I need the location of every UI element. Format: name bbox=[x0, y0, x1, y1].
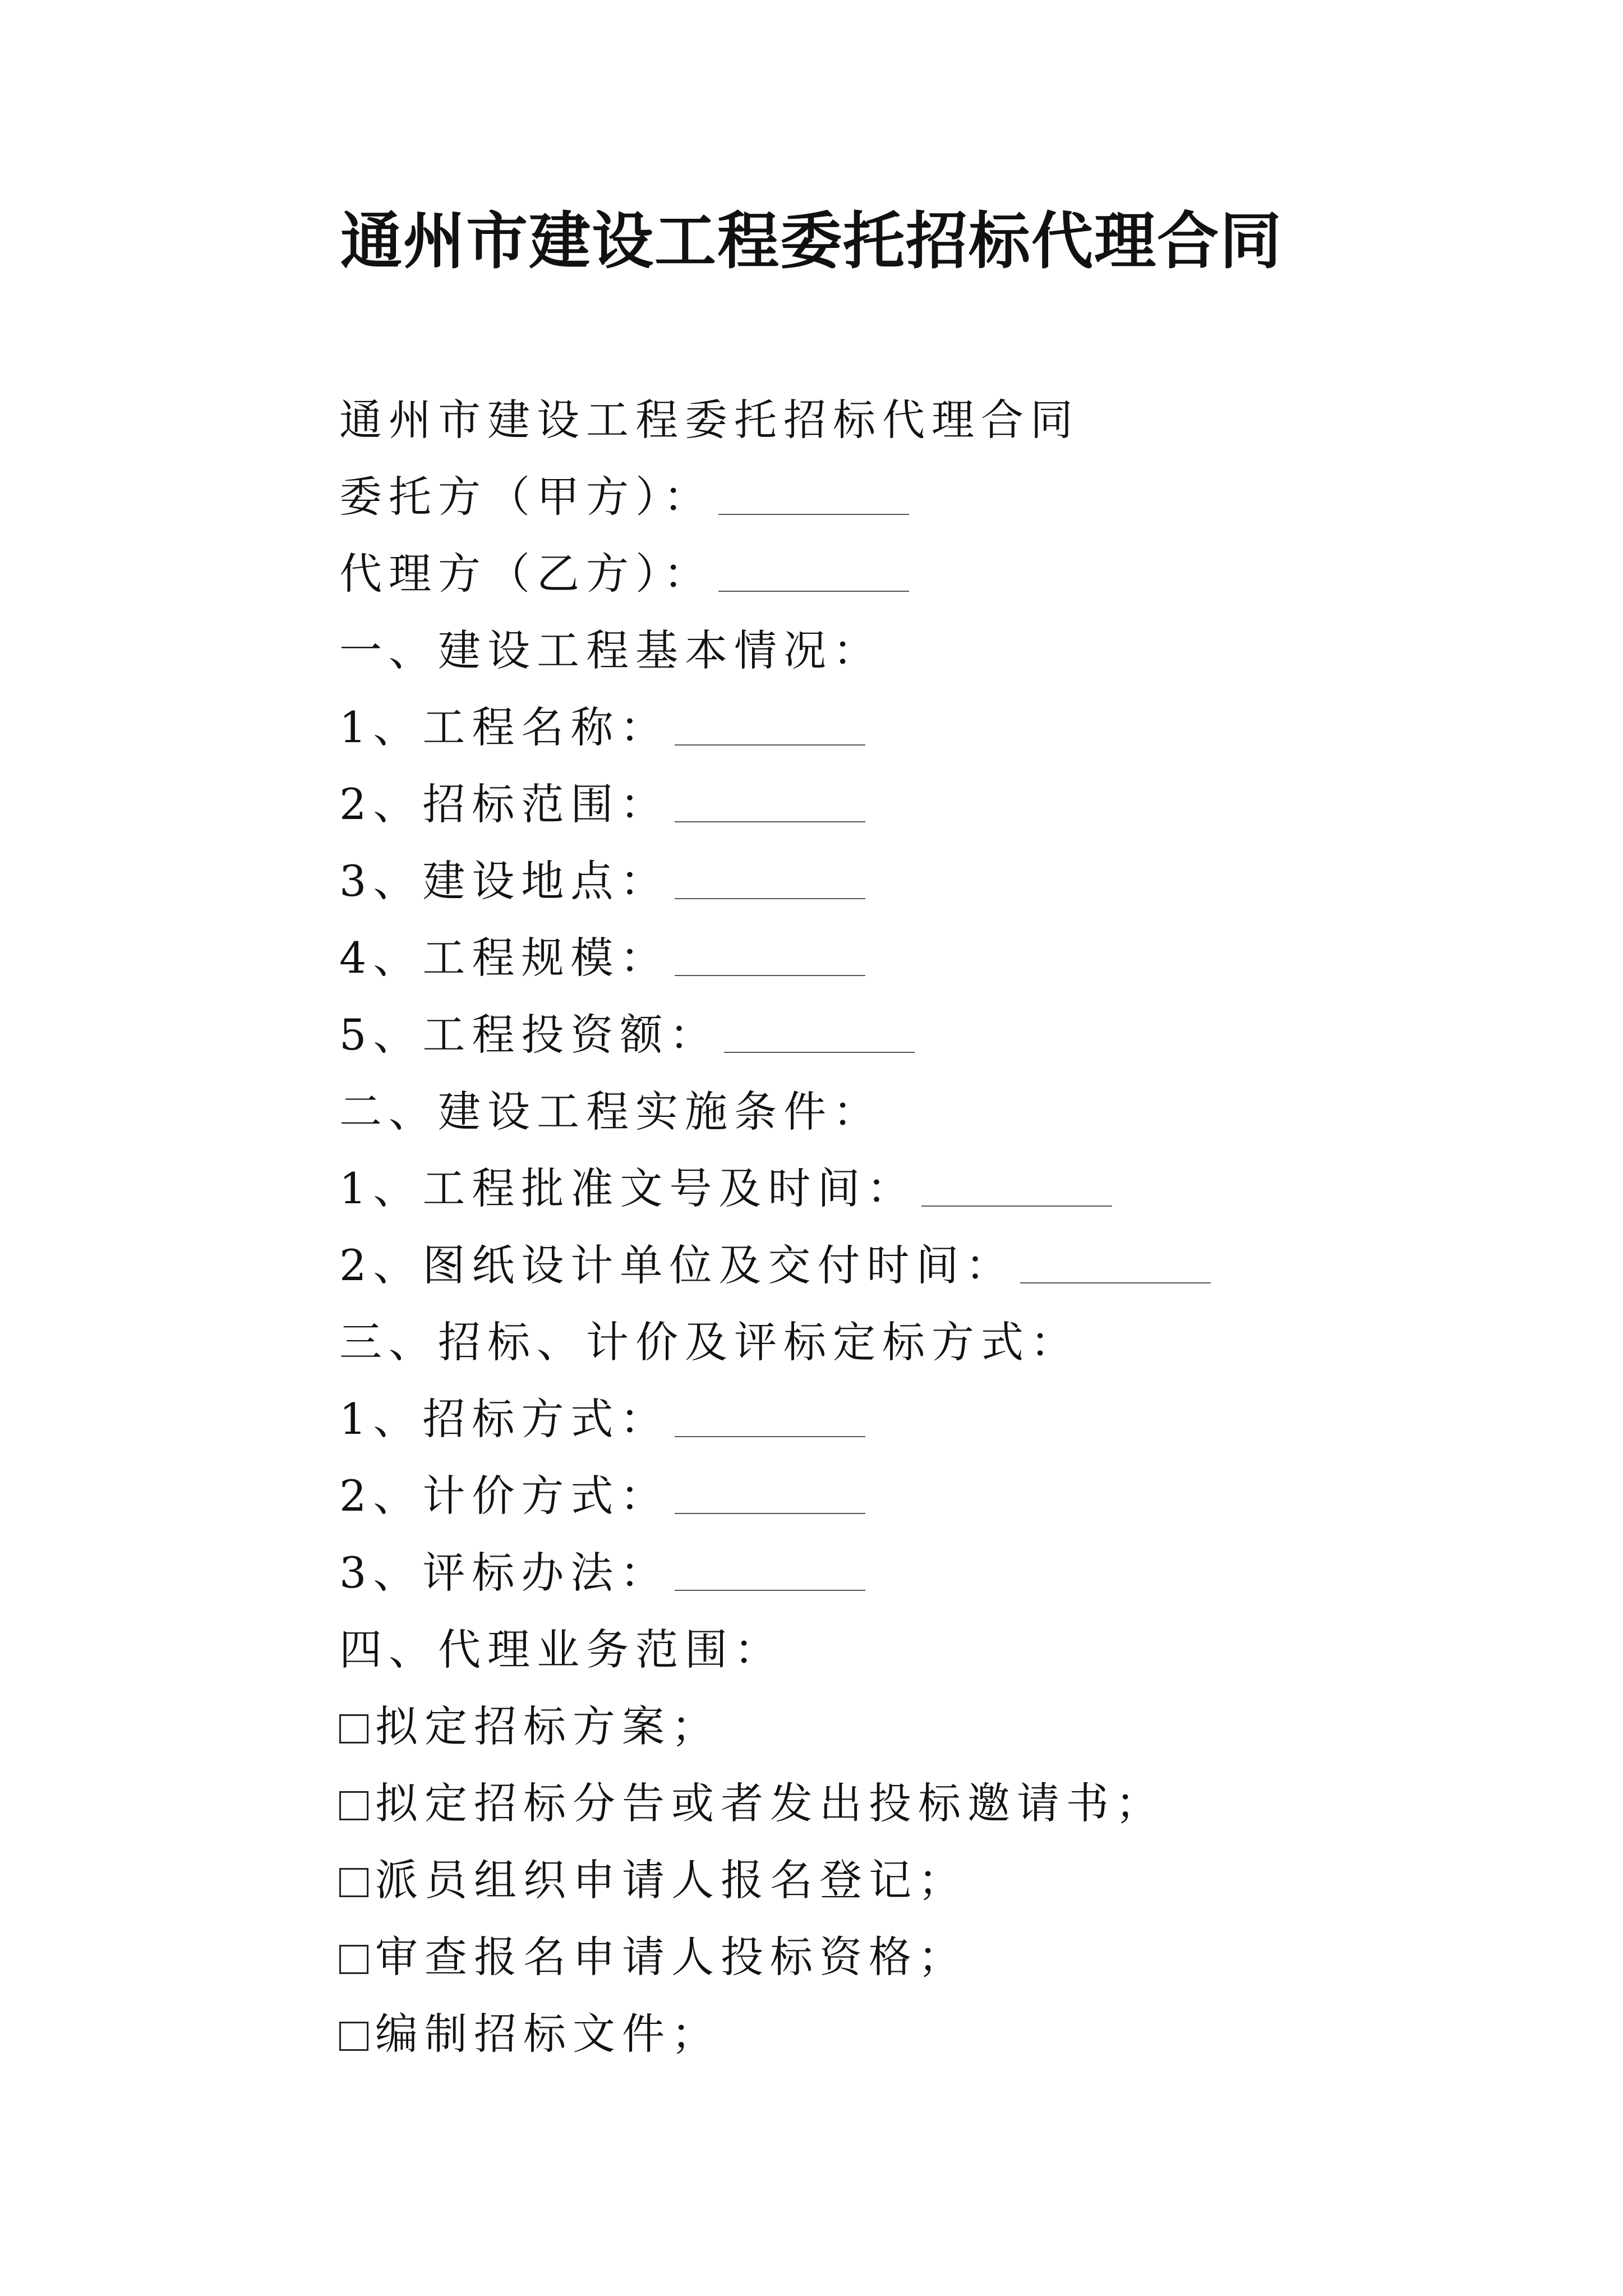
tender-scope-blank[interactable] bbox=[675, 821, 865, 822]
scope-option-tender-plan[interactable] bbox=[339, 1688, 1517, 1765]
checkbox-icon[interactable] bbox=[339, 1714, 368, 1743]
tender-method-row bbox=[339, 1381, 1517, 1457]
scope-option-label: 拟定招标分告或者发出投标邀请书； bbox=[375, 1778, 1165, 1828]
document-title: 通州市建设工程委托招标代理合同 bbox=[340, 205, 1283, 277]
checkbox-icon[interactable] bbox=[339, 1791, 368, 1820]
evaluation-method-row bbox=[339, 1534, 1517, 1611]
tender-scope-row bbox=[339, 766, 1517, 843]
tender-scope-label: 2、招标范围： bbox=[339, 779, 670, 829]
evaluation-method-label: 3、评标办法： bbox=[339, 1548, 670, 1598]
scope-option-label: 拟定招标方案； bbox=[375, 1701, 721, 1751]
agent-party-label: 代理方（乙方）： bbox=[339, 549, 713, 599]
contract-subtitle: 通州市建设工程委托招标代理合同 bbox=[339, 395, 1080, 445]
design-unit-blank[interactable] bbox=[1020, 1282, 1211, 1283]
section-3-heading: 三、招标、计价及评标定标方式： bbox=[339, 1317, 1080, 1367]
scope-option-registration[interactable] bbox=[339, 1842, 1517, 1918]
project-scale-blank[interactable] bbox=[675, 975, 865, 976]
project-name-row bbox=[339, 689, 1517, 766]
project-scale-row bbox=[339, 919, 1517, 996]
investment-amount-blank[interactable] bbox=[724, 1052, 915, 1053]
client-party-row bbox=[339, 458, 1517, 535]
contract-body bbox=[339, 381, 1517, 2072]
scope-option-label: 派员组织申请人报名登记； bbox=[375, 1855, 967, 1905]
site-location-row bbox=[339, 843, 1517, 919]
scope-option-label: 编制招标文件； bbox=[375, 2009, 721, 2059]
project-name-label: 1、工程名称： bbox=[339, 702, 670, 752]
section-1-heading: 一、建设工程基本情况： bbox=[339, 625, 882, 675]
checkbox-icon[interactable] bbox=[339, 1868, 368, 1897]
design-unit-label: 2、图纸设计单位及交付时间： bbox=[339, 1240, 1015, 1290]
project-name-blank[interactable] bbox=[675, 744, 865, 746]
agent-party-row bbox=[339, 535, 1517, 612]
evaluation-method-blank[interactable] bbox=[675, 1590, 865, 1591]
client-party-label: 委托方（甲方）： bbox=[339, 472, 713, 522]
scope-option-tender-notice[interactable] bbox=[339, 1765, 1517, 1842]
site-location-blank[interactable] bbox=[675, 898, 865, 899]
scope-option-tender-documents[interactable] bbox=[339, 1995, 1517, 2072]
design-unit-row bbox=[339, 1227, 1517, 1304]
approval-number-label: 1、工程批准文号及时间： bbox=[339, 1163, 916, 1213]
site-location-label: 3、建设地点： bbox=[339, 856, 670, 906]
checkbox-icon[interactable] bbox=[339, 2022, 368, 2051]
section-2-heading: 二、建设工程实施条件： bbox=[339, 1087, 882, 1137]
pricing-method-blank[interactable] bbox=[675, 1513, 865, 1514]
section-4-heading: 四、代理业务范围： bbox=[339, 1625, 783, 1674]
approval-number-blank[interactable] bbox=[921, 1205, 1112, 1207]
investment-amount-label: 5、工程投资额： bbox=[339, 1010, 719, 1060]
client-party-blank[interactable] bbox=[718, 514, 909, 515]
checkbox-icon[interactable] bbox=[339, 1945, 368, 1974]
approval-number-row bbox=[339, 1150, 1517, 1227]
investment-amount-row bbox=[339, 996, 1517, 1073]
project-scale-label: 4、工程规模： bbox=[339, 933, 670, 983]
agent-party-blank[interactable] bbox=[718, 591, 909, 592]
tender-method-blank[interactable] bbox=[675, 1436, 865, 1437]
pricing-method-row bbox=[339, 1457, 1517, 1534]
scope-option-label: 审查报名申请人投标资格； bbox=[375, 1932, 967, 1982]
pricing-method-label: 2、计价方式： bbox=[339, 1471, 670, 1521]
scope-option-qualification-review[interactable] bbox=[339, 1918, 1517, 1995]
tender-method-label: 1、招标方式： bbox=[339, 1394, 670, 1444]
